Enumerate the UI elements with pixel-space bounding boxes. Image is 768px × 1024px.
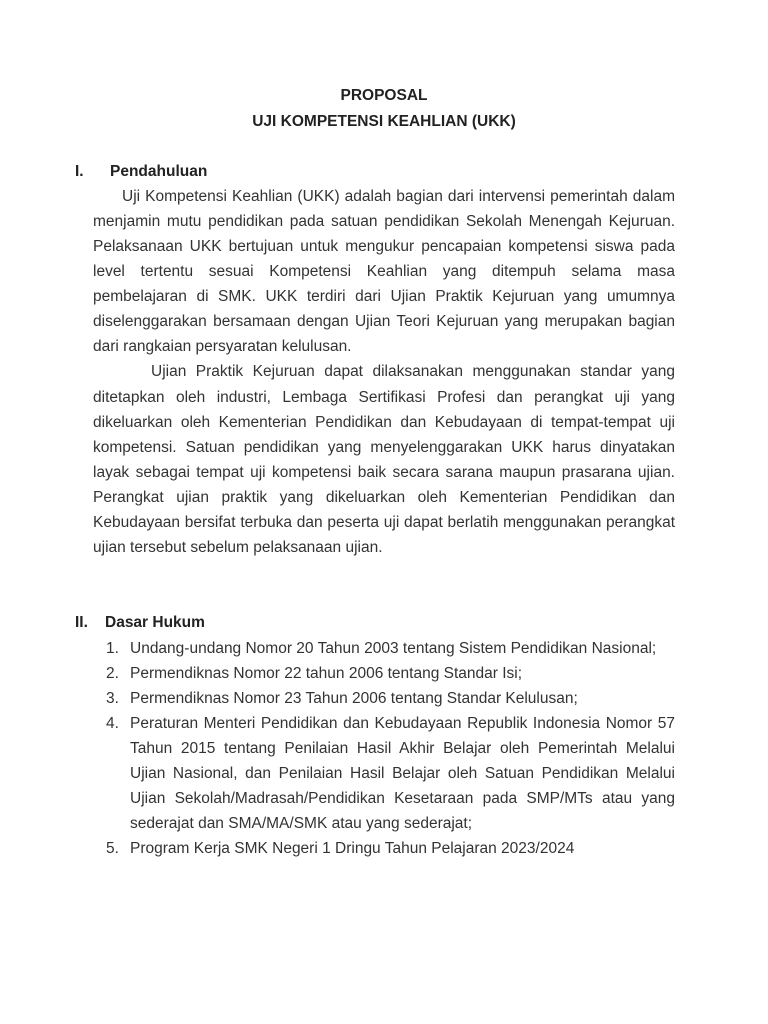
section-number: I. bbox=[75, 162, 84, 180]
list-item-text: Tahun 2015 tentang Penilaian Hasil Akhir Belajar oleh Pemerintah Melalui bbox=[130, 739, 675, 757]
paragraph-line: layak sebagai tempat uji kompetensi baik secara sarana maupun prasarana ujian. bbox=[93, 463, 675, 481]
list-item-number: 5. bbox=[106, 840, 119, 858]
title-block bbox=[0, 83, 768, 133]
list-item-text: Peraturan Menteri Pendidikan dan Kebudayaan Republik Indonesia Nomor 57 bbox=[130, 714, 675, 732]
pendahuluan-paragraph-1 bbox=[93, 184, 675, 360]
paragraph-line: dari rangkaian persyaratan kelulusan. bbox=[93, 338, 352, 356]
list-item-text: Permendiknas Nomor 22 tahun 2006 tentang Standar Isi; bbox=[130, 664, 523, 682]
paragraph-line: menjamin mutu pendidikan pada satuan pendidikan Sekolah Menengah Kejuruan. bbox=[93, 212, 675, 230]
list-item-number: 3. bbox=[106, 689, 119, 707]
paragraph-line: pembelajaran di SMK. UKK terdiri dari Ujian Praktik Kejuruan yang umumnya bbox=[93, 288, 675, 306]
paragraph-line: ujian tersebut sebelum pelaksanaan ujian. bbox=[93, 539, 383, 557]
list-item-number: 1. bbox=[106, 639, 119, 657]
list-item bbox=[0, 836, 768, 861]
section-dasar-hukum bbox=[0, 610, 768, 861]
paragraph-line: Perangkat ujian praktik yang dikeluarkan oleh Kementerian Pendidikan dan bbox=[93, 488, 675, 506]
list-item-text: Ujian Nasional, dan Penilaian Hasil Belajar oleh Satuan Pendidikan Melalui bbox=[130, 764, 675, 782]
paragraph-line: kompetensi. Satuan pendidikan yang menyelenggarakan UKK harus dinyatakan bbox=[93, 438, 675, 456]
paragraph-line: Uji Kompetensi Keahlian (UKK) adalah bagian dari intervensi pemerintah dalam bbox=[122, 187, 675, 205]
paragraph-line: Pelaksanaan UKK bertujuan untuk mengukur pencapaian kompetensi siswa pada bbox=[93, 238, 675, 255]
list-item bbox=[0, 686, 768, 711]
paragraph-line: ditetapkan oleh industri, Lembaga Sertifikasi Profesi dan perangkat uji yang bbox=[93, 388, 675, 406]
list-item-number: 2. bbox=[106, 664, 119, 682]
document-subtitle: UJI KOMPETENSI KEAHLIAN (UKK) bbox=[252, 112, 516, 130]
list-item bbox=[0, 711, 768, 836]
section-heading-dasar-hukum bbox=[0, 610, 768, 635]
paragraph-line: Ujian Praktik Kejuruan dapat dilaksanakan menggunakan standar yang bbox=[151, 363, 675, 381]
document-title: PROPOSAL bbox=[340, 87, 428, 105]
list-item-text: Ujian Sekolah/Madrasah/Pendidikan Kesetaraan pada SMP/MTs atau yang bbox=[130, 790, 675, 808]
list-item-text: Undang-undang Nomor 20 Tahun 2003 tentang Sistem Pendidikan Nasional; bbox=[130, 639, 657, 657]
list-item-text: sederajat dan SMA/MA/SMK atau yang sederajat; bbox=[130, 815, 473, 833]
section-number: II. bbox=[75, 614, 88, 632]
list-item-number: 4. bbox=[106, 714, 119, 732]
section-title: Pendahuluan bbox=[110, 162, 208, 180]
pendahuluan-paragraph-2 bbox=[93, 359, 675, 560]
paragraph-line: diselenggarakan bersamaan dengan Ujian Teori Kejuruan yang merupakan bagian bbox=[93, 313, 675, 331]
legal-basis-list bbox=[0, 636, 768, 862]
paragraph-line: Kebudayaan bersifat terbuka dan peserta uji dapat berlatih menggunakan perangkat bbox=[93, 514, 675, 532]
section-heading-pendahuluan bbox=[0, 159, 768, 184]
list-item bbox=[0, 661, 768, 686]
list-item bbox=[0, 636, 768, 661]
paragraph-line: dikeluarkan oleh Kementerian Pendidikan dan Kebudayaan di tempat-tempat uji bbox=[93, 413, 675, 431]
section-pendahuluan bbox=[0, 159, 768, 561]
list-item-text: Permendiknas Nomor 23 Tahun 2006 tentang Standar Kelulusan; bbox=[130, 689, 578, 707]
document-body bbox=[0, 83, 768, 861]
paragraph-line: level tertentu sesuai Kompetensi Keahlian yang ditempuh selama masa bbox=[93, 263, 675, 281]
section-title: Dasar Hukum bbox=[105, 614, 205, 632]
list-item-text: Program Kerja SMK Negeri 1 Dringu Tahun Pelajaran 2023/2024 bbox=[130, 840, 575, 858]
